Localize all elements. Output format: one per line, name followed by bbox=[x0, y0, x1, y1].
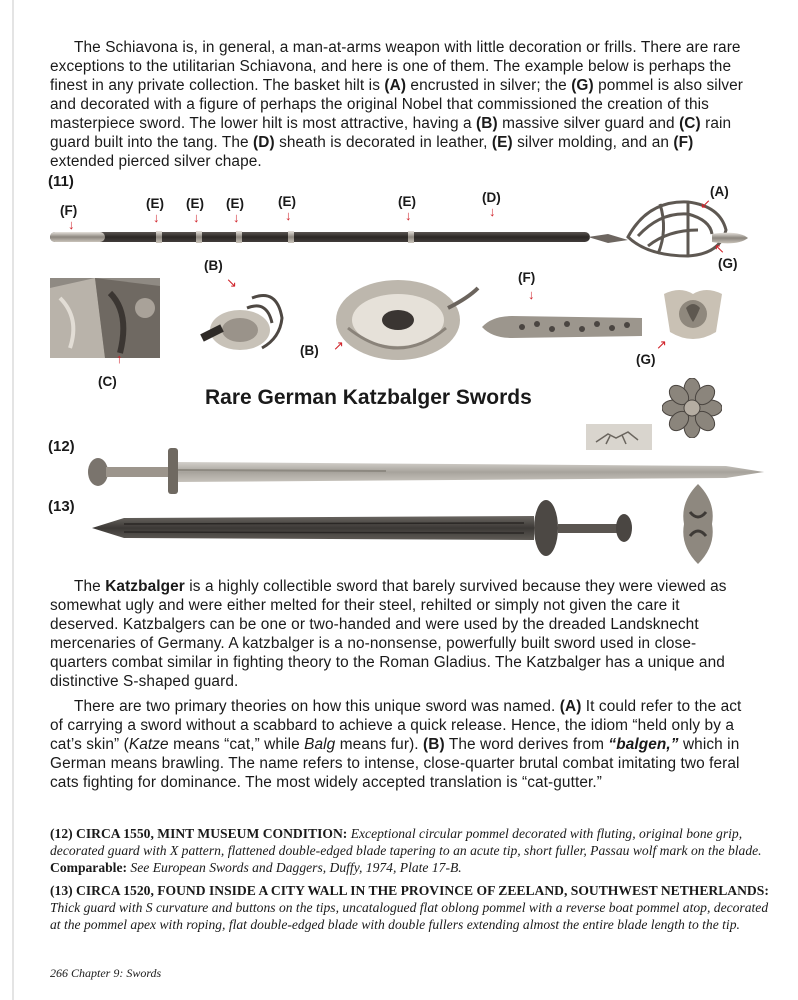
arrow-e-2: ↓ bbox=[193, 210, 200, 225]
arrow-c: ↑ bbox=[116, 351, 123, 366]
arrow-g-top: ↖ bbox=[714, 241, 725, 256]
guard-detail-photo-2 bbox=[328, 268, 488, 368]
katzbalger-guard-detail-photo bbox=[676, 482, 720, 566]
arrow-e-4: ↓ bbox=[285, 208, 292, 223]
arrow-e-3: ↓ bbox=[233, 210, 240, 225]
label-e-5: (E) bbox=[398, 194, 416, 209]
intro-paragraph: The Schiavona is, in general, a man-at-arms weapon with little decoration or frills. There are rare exceptions to the utilitarian Schiavona, and here is one of them. The example below is perhaps the finest in any private collection. The basket hilt is (A) encrusted in silver; the (G) pommel is also silver and decorated with a figure of perhaps the original Nobel that commissioned the creation of this masterpiece sword. The lower hilt is most attractive, having a (B) massive silver guard and (C) rain guard built into the tang. The (D) sheath is decorated in leather, (E) silver molding, and an (F) extended pierced silver chape. bbox=[50, 39, 744, 170]
label-e-3: (E) bbox=[226, 196, 244, 211]
arrow-f-detail: ↓ bbox=[528, 287, 535, 302]
label-g-detail: (G) bbox=[636, 352, 656, 367]
page-edge bbox=[12, 0, 14, 1000]
arrow-g-detail: ↗ bbox=[656, 337, 667, 352]
label-f-detail: (F) bbox=[518, 270, 536, 285]
section-title: Rare German Katzbalger Swords bbox=[205, 386, 532, 409]
figure-number-13: (13) bbox=[48, 498, 75, 515]
label-b-2: (B) bbox=[300, 343, 319, 358]
label-b-1: (B) bbox=[204, 258, 223, 273]
katzbalger-sword-13-photo bbox=[84, 488, 734, 568]
label-d: (D) bbox=[482, 190, 501, 205]
chape-detail-photo bbox=[482, 312, 642, 342]
arrow-e-5: ↓ bbox=[405, 208, 412, 223]
pommel-detail-photo bbox=[660, 284, 726, 346]
arrow-a: ↙ bbox=[700, 196, 711, 211]
guard-detail-photo-1 bbox=[192, 275, 292, 358]
rosette-pommel-photo bbox=[662, 378, 722, 438]
label-c: (C) bbox=[98, 374, 117, 389]
caption-13: (13) CIRCA 1520, FOUND INSIDE A CITY WALL IN THE PROVINCE OF ZEELAND, SOUTHWEST NETHERLANDS: Thick guard with S curvature and buttons on the tips, uncatalogued flat oblong pommel with a reverse boat pommel atop, decorated at the pommel apex with roping, flat double-edged blade with double fullers extending almost the entire blade length to the tip. bbox=[50, 883, 769, 932]
katzbalger-paragraph-1: The Katzbalger is a highly collectible sword that barely survived because they were viewed as somewhat ugly and were either melted for their steel, rehilted or simply not given the care it deserved. Katzbalgers can be one or two-handed and were used by the dreaded Landsknecht mercenaries of Germany. A katzbalger is a no-nonsense, powerfully built sword used in close-quarters combat similar in fighting theory to the Roman Gladius. The Katzbalger has a unique and distinctive S-shaped guard. bbox=[50, 578, 727, 690]
arrow-b-1: ↘ bbox=[226, 275, 237, 290]
arrow-b-2: ↗ bbox=[333, 338, 344, 353]
arrow-f-top: ↓ bbox=[68, 217, 75, 232]
rain-guard-detail-photo bbox=[50, 278, 160, 358]
figure-number-12: (12) bbox=[48, 438, 75, 455]
label-e-1: (E) bbox=[146, 196, 164, 211]
figure-number-11: (11) bbox=[48, 173, 74, 190]
arrow-d: ↓ bbox=[489, 204, 496, 219]
label-e-4: (E) bbox=[278, 194, 296, 209]
label-f-top: (F) bbox=[60, 203, 78, 218]
label-a: (A) bbox=[710, 184, 729, 199]
caption-12: (12) CIRCA 1550, MINT MUSEUM CONDITION: Exceptional circular pommel decorated with fluting, original bone grip, decorated guard with X pattern, flattened double-edged blade tapering to an acute tip, short fuller, Passau wolf mark on the blade. Comparable: See European Swords and Daggers, Duffy, 1974, Plate 17-B. bbox=[50, 826, 762, 875]
label-g-top: (G) bbox=[718, 256, 738, 271]
katzbalger-paragraph-2: There are two primary theories on how this unique sword was named. (A) It could refer to the act of carrying a sword without a scabbard to achieve a quick release. Hence, the idiom “held only by a cat’s skin” (Katze means “cat,” while Balg means fur). (B) The word derives from “balgen,” which in German means brawling. The name refers to intense, close-quarter brutal combat imitating two feral cats fighting for dominance. The most widely accepted translation is “cat-gutter.” bbox=[50, 698, 742, 791]
label-e-2: (E) bbox=[186, 196, 204, 211]
page-footer: 266 Chapter 9: Swords bbox=[50, 966, 162, 980]
arrow-e-1: ↓ bbox=[153, 210, 160, 225]
